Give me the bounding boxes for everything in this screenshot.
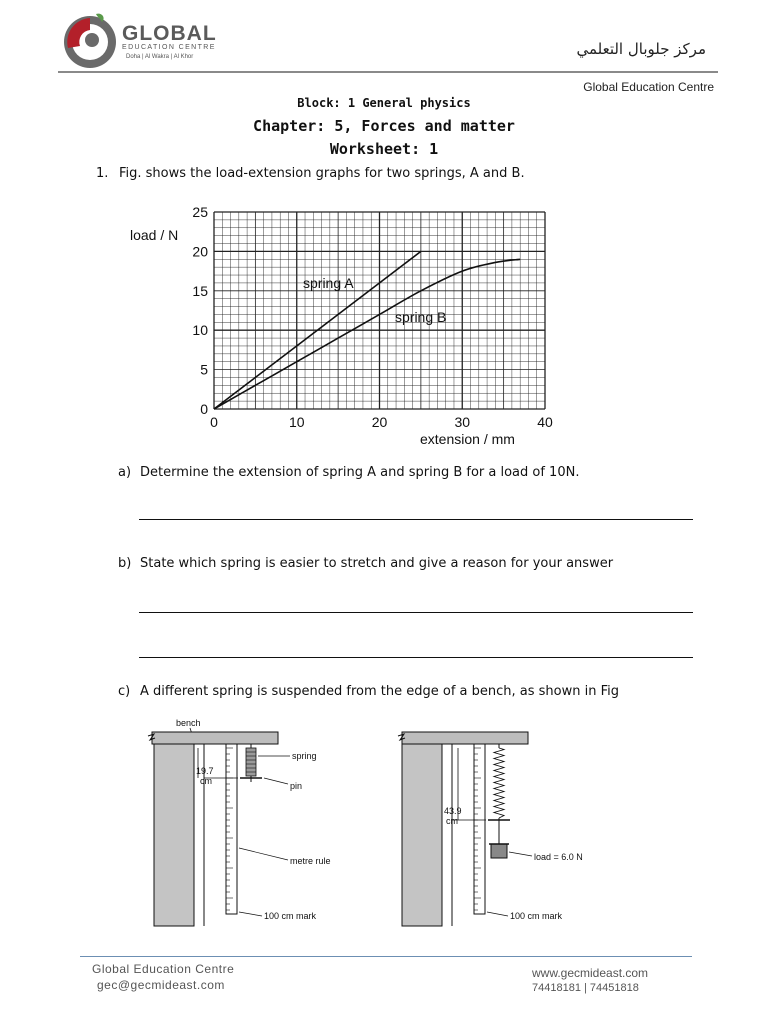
series-label-spring-a: spring A [303,275,354,291]
chart-tick-labels [192,204,553,430]
spring-label: spring [292,751,317,761]
spring-coil-right [494,748,504,818]
x-tick-label: 30 [454,414,471,430]
reading-left-unit: cm [200,776,212,786]
spring-bench-diagram [140,712,620,927]
question-1-number: 1. [96,166,109,181]
reading-right-unit: cm [446,816,458,826]
series-label-spring-b: spring B [395,309,447,325]
footer-divider [80,956,692,957]
logo-mark-icon [58,10,122,70]
bench-label: bench [176,718,201,728]
metre-rule-right [474,744,485,914]
arabic-centre-name: مركز جلوبال التعلمي [576,40,706,58]
logo-locations: Doha | Al Wakra | Al Khor [126,54,194,60]
right-figure [398,732,583,926]
pin-label: pin [290,781,303,791]
part-c-text: A different spring is suspended from the edge of a bench, as shown in Fig [140,684,620,699]
part-a-label: a) [118,465,132,480]
chart-x-axis-label: extension / mm [420,431,515,447]
series-line-spring-b [214,259,520,409]
metre-rule [226,744,237,914]
bench-top [152,732,278,744]
block-title: Block: 1 General physics [297,96,471,110]
part-c-label: c) [118,684,131,699]
mark-label-right: 100 cm mark [510,911,563,921]
part-a-text: Determine the extension of spring A and spring B for a load of 10N. [140,465,580,480]
part-b-label: b) [118,556,132,571]
load-extension-chart [120,200,570,455]
y-tick-label: 25 [192,204,208,220]
x-tick-label: 40 [537,414,553,430]
y-tick-label: 20 [192,243,208,260]
bench-leg-right [402,744,442,926]
x-tick-label: 0 [210,414,218,430]
x-tick-label: 20 [371,414,388,430]
x-tick-label: 10 [288,414,305,430]
logo-subtitle: EDUCATION CENTRE [122,44,216,51]
y-tick-label: 15 [192,282,208,299]
bench-top-right [402,732,528,744]
mark-label-left: 100 cm mark [264,911,317,921]
footer-phones: 74418181 | 74451818 [532,982,639,994]
footer-centre-name: Global Education Centre [92,962,235,976]
left-figure [148,718,331,926]
footer-website[interactable]: www.gecmideast.com [532,966,649,980]
answer-line-b1[interactable] [139,612,693,613]
y-tick-label: 5 [200,361,208,378]
chapter-title: Chapter: 5, Forces and matter [253,117,515,135]
load-weight [491,844,507,858]
answer-line-b2[interactable] [139,657,693,658]
y-tick-label: 0 [200,401,208,417]
load-label: load = 6.0 N [534,852,583,862]
metre-rule-label: metre rule [290,856,331,866]
question-1-text: Fig. shows the load-extension graphs for two springs, A and B. [119,166,525,181]
part-b-text: State which spring is easier to stretch and give a reason for your answer [140,556,614,571]
footer-email[interactable]: gec@gecmideast.com [97,978,225,992]
logo-wordmark: GLOBAL [122,22,217,45]
worksheet-title: Worksheet: 1 [329,140,439,158]
answer-line-a[interactable] [139,519,693,520]
bench-leg [154,744,194,926]
reading-left: 19.7 [196,766,214,776]
chart-y-axis-label: load / N [130,227,179,243]
reading-right: 43.9 [444,806,462,816]
y-tick-label: 10 [192,322,208,339]
header-caption: Global Education Centre [583,80,714,94]
header-divider [58,71,718,73]
